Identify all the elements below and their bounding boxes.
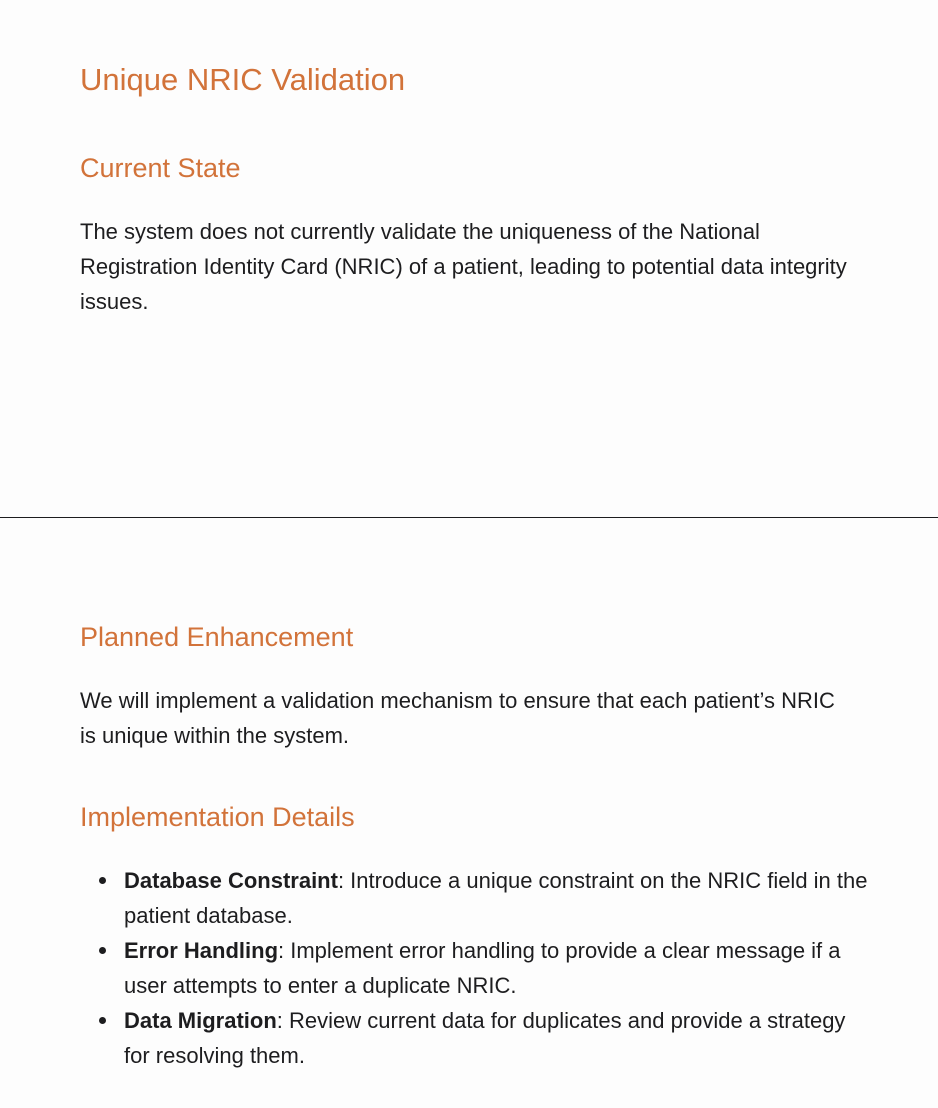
- slide-planned-enhancement: [0, 518, 938, 1108]
- list-item: [80, 863, 870, 933]
- list-item-text: : Implement error handling to provide a clear message if a user attempts to enter a duplicate NRIC.: [124, 938, 841, 998]
- current-state-paragraph: The system does not currently validate the uniqueness of the National Registration Identity Card (NRIC) of a patient, leading to potential data integrity issues.: [80, 219, 847, 314]
- list-item-term: Error Handling: [124, 938, 279, 963]
- list-item-term: Database Constraint: [124, 868, 338, 893]
- implementation-details-list: [80, 863, 870, 1073]
- list-item-text: : Introduce a unique constraint on the NRIC field in the patient database.: [124, 868, 868, 928]
- planned-enhancement-paragraph: We will implement a validation mechanism to ensure that each patient’s NRIC is unique within the system.: [80, 688, 835, 748]
- list-item: [80, 933, 870, 1003]
- list-item-term: Data Migration: [124, 1008, 277, 1033]
- slide-current-state: [0, 0, 938, 517]
- list-item-text: : Review current data for duplicates and provide a strategy for resolving them.: [124, 1008, 846, 1068]
- page-title: Unique NRIC Validation: [80, 62, 406, 97]
- current-state-heading: Current State: [80, 153, 241, 183]
- implementation-details-heading: Implementation Details: [80, 802, 355, 832]
- planned-enhancement-heading: Planned Enhancement: [80, 622, 354, 652]
- list-item: [80, 1003, 870, 1073]
